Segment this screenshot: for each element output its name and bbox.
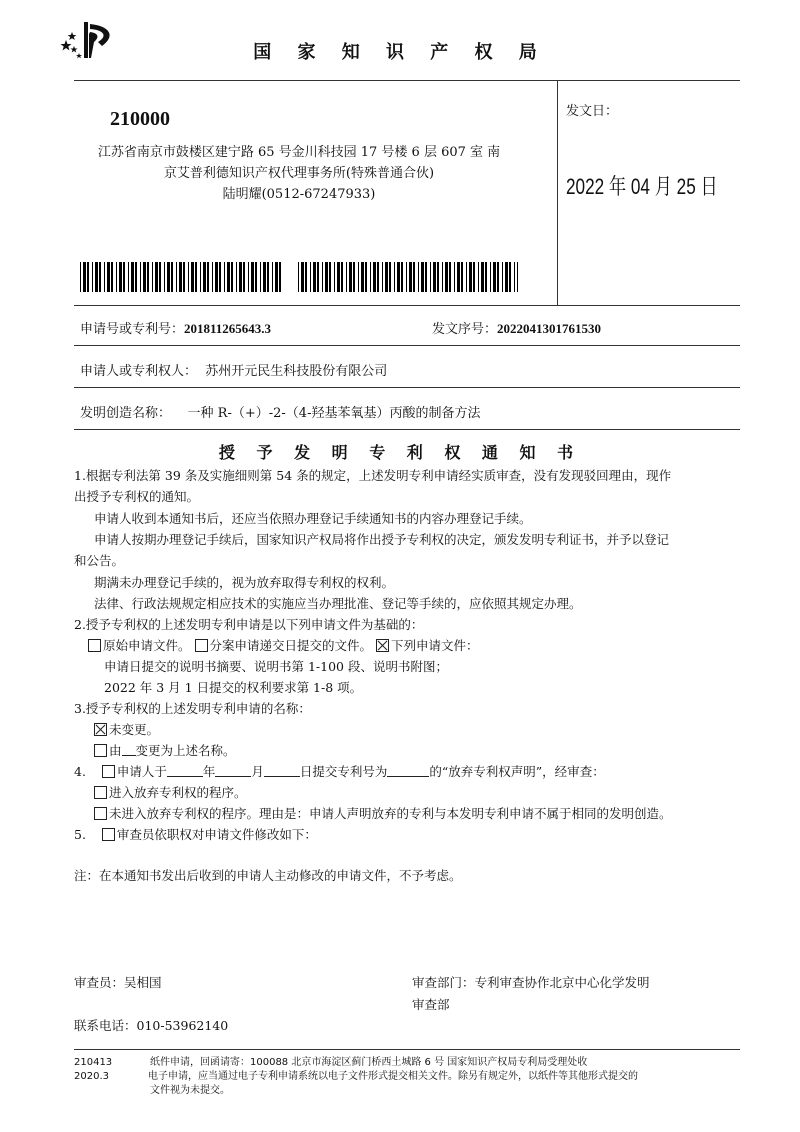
barcode-bar xyxy=(373,262,376,292)
barcode-bar xyxy=(203,262,206,292)
barcode-bar xyxy=(119,262,122,292)
barcode-bar xyxy=(509,262,511,292)
barcode-bar xyxy=(413,262,415,292)
dispatch-date: 2022 年 04 月 25 日 xyxy=(566,174,718,199)
footer-line-3: 文件视为未提交。 xyxy=(150,1085,230,1096)
checkbox-examiner-amend[interactable] xyxy=(102,828,115,841)
barcode-bar xyxy=(135,262,137,292)
address-line-1: 江苏省南京市鼓楼区建宁路 65 号金川科技园 17 号楼 6 层 607 室 南 xyxy=(97,145,501,160)
barcode-bar xyxy=(248,262,249,292)
barcode-bar xyxy=(461,262,463,292)
footer-code-1: 210413 xyxy=(74,1057,113,1068)
para-3a: 申请人按期办理登记手续后，国家知识产权局将作出授予专利权的决定，颁发发明专利证书，并予以登记 xyxy=(94,532,670,547)
listed-doc-2: 2022 年 3 月 1 日提交的权利要求第 1-8 项。 xyxy=(104,680,363,695)
barcode-bar xyxy=(301,262,304,292)
checkbox-name-changed[interactable] xyxy=(94,744,107,757)
section-4-number: 4. xyxy=(74,764,86,779)
serial-number: 2022041301761530 xyxy=(497,321,602,336)
checkbox-divisional-docs[interactable] xyxy=(195,639,208,652)
barcode-bar xyxy=(478,262,479,292)
section-2-heading: 2.授予专利权的上述发明专利申请是以下列申请文件为基础的： xyxy=(74,617,424,632)
section-4-line xyxy=(74,762,605,782)
invention-title: 一种 R-（+）-2-（4-羟基苯氧基）丙酸的制备方法 xyxy=(187,406,481,421)
option-name-changed-suffix: 变更为上述名称。 xyxy=(135,743,236,758)
barcode-bar xyxy=(171,262,173,292)
barcode-bar xyxy=(188,262,189,292)
barcode-bar xyxy=(317,262,319,292)
barcode-bar xyxy=(191,262,194,292)
blank-patent-no xyxy=(387,764,429,777)
barcode-bar xyxy=(111,262,113,292)
barcode-bar xyxy=(466,262,467,292)
barcode-bar xyxy=(409,262,412,292)
blank-year xyxy=(167,764,203,777)
barcode-bar xyxy=(215,262,218,292)
barcode-bar xyxy=(243,262,245,292)
barcode-bar xyxy=(353,262,355,292)
option-waiver-entered: 进入放弃专利权的程序。 xyxy=(109,785,247,800)
barcode-bar xyxy=(107,262,110,292)
note: 注：在本通知书发出后收到的申请人主动修改的申请文件，不予考虑。 xyxy=(74,868,462,883)
recipient-address xyxy=(84,142,514,205)
barcode-bar xyxy=(167,262,170,292)
dispatch-date-label: 发文日： xyxy=(566,104,619,119)
listed-doc-1: 申请日提交的说明书摘要、说明书第 1-100 段、说明书附图； xyxy=(104,659,448,674)
footer-line-2: 电子申请，应当通过电子专利申请系统以电子文件形式提交相关文件。除另有规定外，以纸件等其他形式提交的 xyxy=(148,1071,638,1082)
barcode-bar xyxy=(382,262,383,292)
barcode-bar xyxy=(485,262,487,292)
barcode-bar xyxy=(481,262,484,292)
barcode-bar xyxy=(143,262,146,292)
barcode-left xyxy=(80,262,282,292)
examiner-dept-line-2: 审查部 xyxy=(412,997,450,1012)
para-5: 法律、行政法规规定相应技术的实施应当办理批准、登记等手续的，应依照其规定办理。 xyxy=(94,596,582,611)
footer-rule xyxy=(74,1049,740,1050)
para-4: 期满未办理登记手续的，视为放弃取得专利权的权利。 xyxy=(94,575,395,590)
waiver-text-year: 年 xyxy=(202,764,216,779)
checkbox-waiver-not-entered[interactable] xyxy=(94,807,107,820)
barcode-right xyxy=(298,262,518,292)
checkbox-original-docs[interactable] xyxy=(88,639,101,652)
barcode-bar xyxy=(310,262,311,292)
barcode-bar xyxy=(128,262,129,292)
blank-original-name xyxy=(122,743,136,756)
barcode-bar xyxy=(325,262,328,292)
barcode-bar xyxy=(385,262,388,292)
section-3-option-1 xyxy=(94,720,159,740)
application-number-label: 申请号或专利号： xyxy=(80,322,185,337)
barcode-bar xyxy=(239,262,242,292)
barcode-bar xyxy=(433,262,436,292)
barcode-bar xyxy=(401,262,403,292)
barcode-bar xyxy=(334,262,335,292)
box-bottom-rule xyxy=(74,305,740,306)
barcode-bar xyxy=(505,262,508,292)
barcode-bar xyxy=(457,262,460,292)
barcode-bar xyxy=(255,262,257,292)
barcode-bar xyxy=(365,262,367,292)
contact-line: 陆明耀(0512-67247933) xyxy=(222,187,376,202)
invention-row xyxy=(80,402,480,421)
option-listed-docs: 下列申请文件： xyxy=(391,638,479,653)
barcode-bar xyxy=(337,262,340,292)
barcode-bar xyxy=(159,262,161,292)
barcode-bar xyxy=(329,262,331,292)
row-rule-1 xyxy=(74,345,740,346)
barcode-bar xyxy=(236,262,237,292)
barcode-bar xyxy=(349,262,352,292)
barcode-bar xyxy=(322,262,323,292)
barcode-bar xyxy=(99,262,101,292)
barcode-bar xyxy=(147,262,149,292)
examiner-dept-line-1: 审查部门：专利审查协作北京中心化学发明 xyxy=(412,975,650,990)
section-4-option-1 xyxy=(94,783,247,803)
section-3-option-2 xyxy=(94,741,236,761)
checkbox-waiver[interactable] xyxy=(102,765,115,778)
barcode-bar xyxy=(219,262,221,292)
barcode-bar xyxy=(140,262,141,292)
checkbox-listed-docs[interactable] xyxy=(376,639,389,652)
para-3b: 和公告。 xyxy=(74,553,125,568)
checkbox-waiver-entered[interactable] xyxy=(94,786,107,799)
option-name-changed-prefix: 由 xyxy=(109,743,122,758)
address-line-2: 京艾普利德知识产权代理事务所(特殊普通合伙) xyxy=(163,166,435,181)
barcode-bar xyxy=(227,262,230,292)
barcode-bar xyxy=(493,262,496,292)
row-rule-2 xyxy=(74,387,740,388)
barcode-bar xyxy=(473,262,475,292)
barcode-bar xyxy=(275,262,278,292)
barcode-bar xyxy=(514,262,515,292)
header-rule xyxy=(74,80,740,81)
barcode-bar xyxy=(155,262,158,292)
barcode-bar xyxy=(83,262,86,292)
applicant-name: 苏州开元民生科技股份有限公司 xyxy=(205,364,388,379)
barcode-bar xyxy=(224,262,225,292)
barcode-bar xyxy=(152,262,153,292)
option-divisional-docs: 分案申请递交日提交的文件。 xyxy=(209,638,373,653)
barcode-bar xyxy=(377,262,379,292)
barcode-bar xyxy=(183,262,185,292)
examiner-phone: 联系电话：010-53962140 xyxy=(74,1018,229,1033)
waiver-text-a: 申请人于 xyxy=(116,764,167,779)
barcode-bar xyxy=(397,262,400,292)
barcode-bar xyxy=(490,262,491,292)
blank-day xyxy=(264,764,300,777)
barcode-bar xyxy=(502,262,503,292)
barcode-bar xyxy=(92,262,93,292)
barcode-bar xyxy=(469,262,472,292)
footer-code-2: 2020.3 xyxy=(74,1071,109,1082)
section-4-option-2 xyxy=(94,804,672,824)
applicant-label: 申请人或专利权人： xyxy=(80,364,198,379)
blank-month xyxy=(215,764,251,777)
serial-number-label: 发文序号： xyxy=(432,322,498,337)
barcode-bar xyxy=(104,262,105,292)
para-1a: 1.根据专利法第 39 条及实施细则第 54 条的规定，上述发明专利申请经实质审查，没有发现驳回理由，现作 xyxy=(74,468,672,483)
box-divider xyxy=(557,80,558,305)
barcode-bar xyxy=(449,262,451,292)
application-number-row xyxy=(80,318,271,337)
barcode-bar xyxy=(421,262,424,292)
barcode-bar xyxy=(394,262,395,292)
barcode-bar xyxy=(298,262,299,292)
option-name-unchanged: 未变更。 xyxy=(109,722,160,737)
barcode-bar xyxy=(418,262,419,292)
barcode-bar xyxy=(305,262,307,292)
barcode-bar xyxy=(358,262,359,292)
option-examiner-amend: 审查员依职权对申请文件修改如下： xyxy=(116,827,317,842)
applicant-row xyxy=(80,360,387,379)
waiver-text-day: 日提交专利号为 xyxy=(299,764,388,779)
barcode-bar xyxy=(207,262,209,292)
barcode-bar xyxy=(87,262,89,292)
serial-number-row xyxy=(432,318,601,337)
barcode-bar xyxy=(279,262,281,292)
postal-code: 210000 xyxy=(110,108,170,130)
row-rule-3 xyxy=(74,429,740,430)
barcode-bar xyxy=(267,262,269,292)
barcode-bar xyxy=(212,262,213,292)
barcode-bar xyxy=(430,262,431,292)
barcode-bar xyxy=(251,262,254,292)
barcode-bar xyxy=(260,262,261,292)
examiner-name: 审查员：吴相国 xyxy=(74,975,162,990)
waiver-text-e: 的“放弃专利权声明”，经审查： xyxy=(429,764,605,779)
barcode-bar xyxy=(454,262,455,292)
barcode-bar xyxy=(95,262,98,292)
barcode-bar xyxy=(370,262,371,292)
barcode-bar xyxy=(497,262,499,292)
barcode-bar xyxy=(272,262,273,292)
option-waiver-not-entered: 未进入放弃专利权的程序。理由是：申请人声明放弃的专利与本发明专利申请不属于相同的发明创造。 xyxy=(109,806,672,821)
barcode-bar xyxy=(437,262,439,292)
checkbox-name-unchanged[interactable] xyxy=(94,723,107,736)
barcode-bar xyxy=(179,262,182,292)
barcode-bar xyxy=(425,262,427,292)
section-5-line xyxy=(74,825,317,845)
waiver-text-month: 月 xyxy=(251,764,264,779)
option-original-docs: 原始申请文件。 xyxy=(103,638,191,653)
para-2: 申请人收到本通知书后，还应当依照办理登记手续通知书的内容办理登记手续。 xyxy=(94,511,532,526)
footer-line-1: 纸件申请，回函请寄：100088 北京市海淀区蓟门桥西土城路 6 号 国家知识产权局专利局受理处收 xyxy=(150,1057,588,1068)
barcode-bar xyxy=(341,262,343,292)
section-3-heading: 3.授予专利权的上述发明专利申请的名称： xyxy=(74,701,311,716)
section-5-number: 5. xyxy=(74,827,86,842)
barcode-bar xyxy=(346,262,347,292)
para-1b: 出授予专利权的通知。 xyxy=(74,489,200,504)
barcode-bar xyxy=(200,262,201,292)
invention-label: 发明创造名称： xyxy=(80,406,172,421)
office-name: 国 家 知 识 产 权 局 xyxy=(253,42,547,63)
notice-title: 授 予 发 明 专 利 权 通 知 书 xyxy=(218,443,582,462)
barcode-bar xyxy=(406,262,407,292)
barcode-bar xyxy=(389,262,391,292)
barcode-bar xyxy=(442,262,443,292)
barcode-bar xyxy=(123,262,125,292)
barcode-bar xyxy=(231,262,233,292)
barcode-bar xyxy=(195,262,197,292)
section-2-options xyxy=(88,636,479,656)
barcode-bar xyxy=(176,262,177,292)
application-number: 201811265643.3 xyxy=(184,321,272,336)
barcode-bar xyxy=(164,262,165,292)
barcode-bar xyxy=(361,262,364,292)
barcode-bar xyxy=(263,262,266,292)
barcode-bar xyxy=(131,262,134,292)
barcode-bar xyxy=(445,262,448,292)
barcode-bar xyxy=(313,262,316,292)
barcode-bar xyxy=(80,262,81,292)
barcode-bar xyxy=(116,262,117,292)
barcode-bar xyxy=(517,262,518,292)
